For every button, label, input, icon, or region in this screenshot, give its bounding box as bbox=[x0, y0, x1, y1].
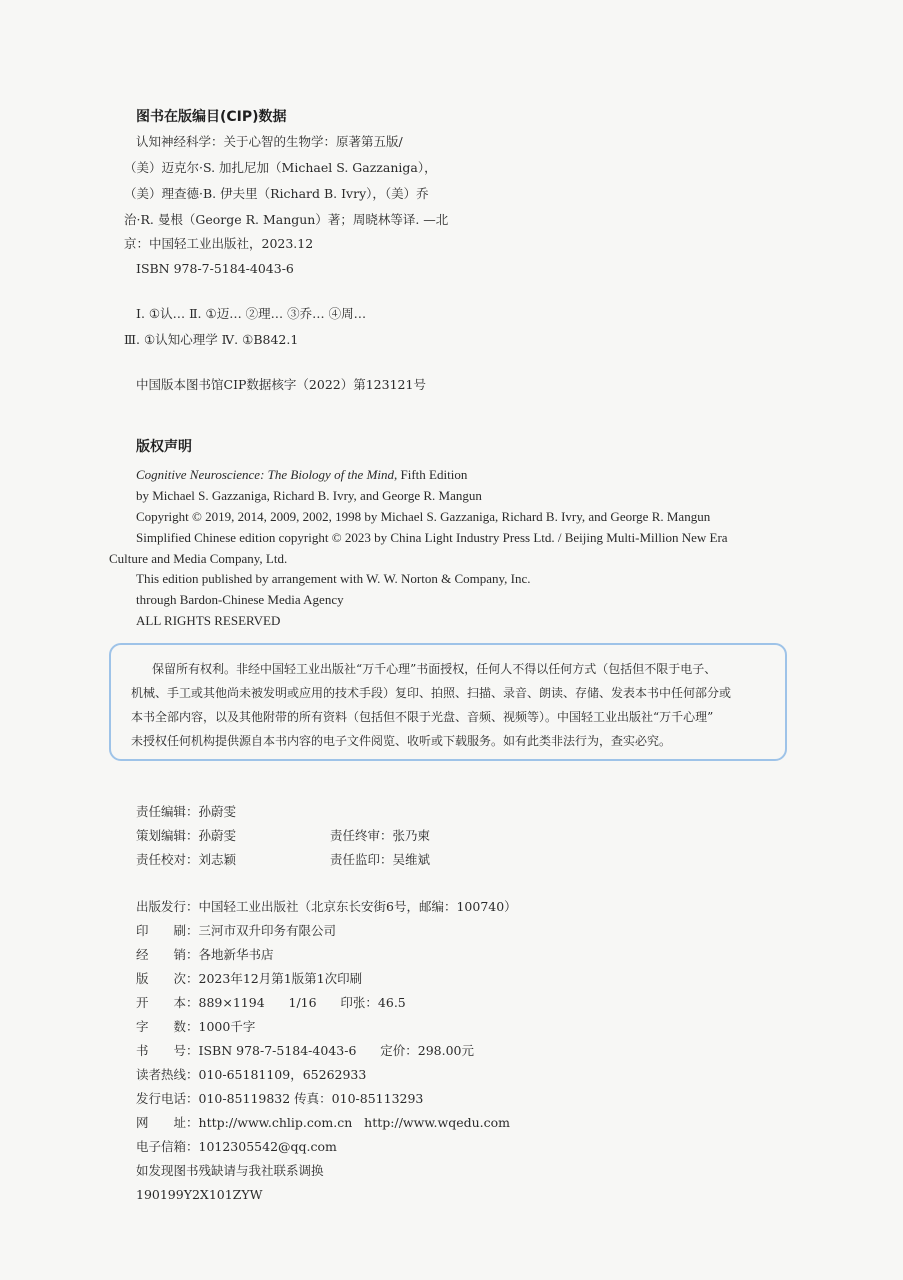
web-label: 网 址： bbox=[136, 1115, 199, 1130]
publisher-line: 出版发行：中国轻工业出版社（北京东长安街6号，邮编：100740） bbox=[136, 899, 517, 914]
staff-editor: 责任编辑：孙蔚雯 bbox=[136, 804, 237, 819]
web-line bbox=[136, 1114, 510, 1132]
hotline-line: 读者热线：010-65181109，65262933 bbox=[136, 1067, 367, 1082]
isbn-line bbox=[136, 1042, 474, 1060]
simplified-edition-line-1: Simplified Chinese edition copyright © 2023 by China Light Industry Press Ltd. / Beijing Multi-Million New Era bbox=[136, 530, 728, 545]
product-code: 190199Y2X101ZYW bbox=[136, 1187, 263, 1202]
arrangement-line: This edition published by arrangement with W. W. Norton & Company, Inc. bbox=[136, 571, 531, 586]
phone-line: 发行电话：010-85119832 传真：010-85113293 bbox=[136, 1091, 424, 1106]
book-edition: , Fifth Edition bbox=[394, 467, 468, 482]
simplified-edition-line-2: Culture and Media Company, Ltd. bbox=[109, 551, 288, 566]
cip-line-4: 治·R. 曼根（George R. Mangun）著；周晓林等译. —北 bbox=[124, 212, 449, 227]
email-line: 电子信箱：1012305542@qq.com bbox=[136, 1139, 337, 1154]
printer-label: 印 刷： bbox=[136, 923, 199, 938]
distributor-value: 各地新华书店 bbox=[198, 947, 274, 962]
staff-planner: 策划编辑：孙蔚雯 bbox=[136, 828, 237, 843]
edition-value: 2023年12月第1版第1次印刷 bbox=[198, 971, 363, 986]
words-value: 1000千字 bbox=[198, 1019, 256, 1034]
words-line bbox=[136, 1018, 255, 1036]
staff-proofreader: 责任校对：刘志颖 bbox=[136, 852, 237, 867]
cip-line-3: （美）理查德·B. 伊夫里（Richard B. Ivry），（美）乔 bbox=[124, 186, 429, 201]
cip-line-2: （美）迈克尔·S. 加扎尼加（Michael S. Gazzaniga）， bbox=[124, 160, 437, 175]
cip-title: 图书在版编目(CIP)数据 bbox=[136, 109, 287, 125]
distributor-label: 经 销： bbox=[136, 947, 199, 962]
format-line bbox=[136, 994, 406, 1012]
cip-record: 中国版本图书馆CIP数据核字（2022）第123121号 bbox=[136, 377, 426, 392]
edition-label: 版 次： bbox=[136, 971, 199, 986]
notice-line-3: 本书全部内容，以及其他附带的所有资料（包括但不限于光盘、音频、视频等）。中国轻工业出版社“万千心理” bbox=[131, 710, 714, 724]
book-title: Cognitive Neuroscience: The Biology of the Mind bbox=[136, 467, 395, 482]
notice-line-2: 机械、手工或其他尚未被发明或应用的技术手段）复印、拍照、扫描、录音、朗读、存储、发表本书中任何部分或 bbox=[131, 686, 732, 700]
notice-line-1: 保留所有权利。非经中国轻工业出版社“万千心理”书面授权，任何人不得以任何方式（包括但不限于电子、 bbox=[152, 662, 717, 676]
cip-classification-2: Ⅲ. ①认知心理学 Ⅳ. ①B842.1 bbox=[124, 332, 299, 347]
format-value: 889×1194 1/16 印张：46.5 bbox=[198, 995, 406, 1010]
rights-reserved: ALL RIGHTS RESERVED bbox=[136, 613, 281, 628]
edition-line bbox=[136, 970, 362, 988]
cip-line-1: 认知神经科学：关于心智的生物学：原著第五版/ bbox=[136, 134, 403, 149]
isbn-value: ISBN 978-7-5184-4043-6 定价：298.00元 bbox=[198, 1043, 474, 1058]
copyright-line: Copyright © 2019, 2014, 2009, 2002, 1998 by Michael S. Gazzaniga, Richard B. Ivry, and George R. Mangun bbox=[136, 509, 711, 524]
printer-line bbox=[136, 922, 336, 940]
staff-final-review: 责任终审：张乃柬 bbox=[330, 828, 431, 843]
cip-classification-1: Ⅰ. ①认… Ⅱ. ①迈… ②理… ③乔… ④周… bbox=[136, 306, 367, 321]
notice-line-4: 未授权任何机构提供源自本书内容的电子文件阅览、收听或下载服务。如有此类非法行为，查实必究。 bbox=[131, 734, 672, 748]
cip-line-5: 京：中国轻工业出版社，2023.12 bbox=[124, 236, 314, 251]
format-label: 开 本： bbox=[136, 995, 199, 1010]
book-title-line bbox=[136, 466, 467, 484]
agency-line: through Bardon-Chinese Media Agency bbox=[136, 592, 344, 607]
cip-isbn: ISBN 978-7-5184-4043-6 bbox=[136, 261, 294, 276]
printer-value: 三河市双升印务有限公司 bbox=[198, 923, 337, 938]
staff-print-supervisor: 责任监印：吴维斌 bbox=[330, 852, 431, 867]
words-label: 字 数： bbox=[136, 1019, 199, 1034]
distributor-line bbox=[136, 946, 274, 964]
web-value: http://www.chlip.com.cn http://www.wqedu.com bbox=[198, 1115, 511, 1130]
defect-notice: 如发现图书残缺请与我社联系调换 bbox=[136, 1163, 324, 1178]
authors-line: by Michael S. Gazzaniga, Richard B. Ivry, and George R. Mangun bbox=[136, 488, 482, 503]
rights-notice-box bbox=[109, 643, 787, 761]
copyright-title: 版权声明 bbox=[136, 439, 192, 455]
isbn-label: 书 号： bbox=[136, 1043, 199, 1058]
